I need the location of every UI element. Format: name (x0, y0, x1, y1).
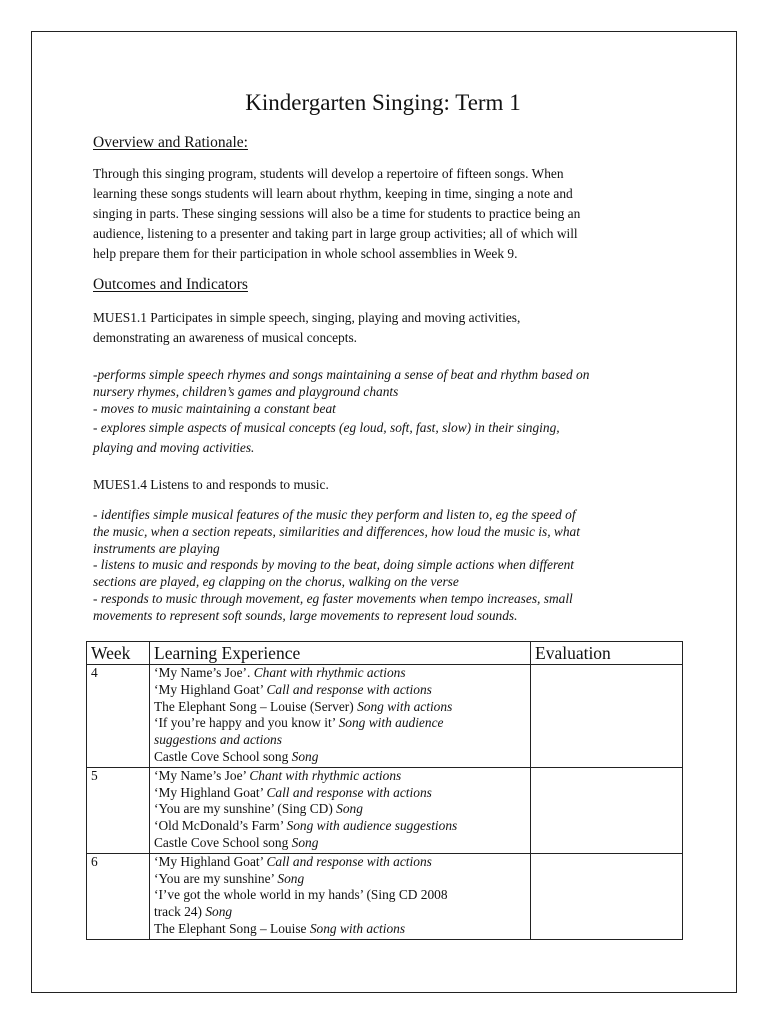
overview-paragraph (93, 164, 683, 264)
activity-line (154, 682, 530, 699)
activity-line (154, 749, 530, 766)
overview-line: audience, listening to a presenter and taking part in large group activities; all of which will (93, 226, 578, 241)
activity-title: ‘My Highland Goat’ (154, 784, 264, 800)
week-cell: 4 (87, 665, 150, 768)
activity-line (154, 785, 530, 802)
overview-line: learning these songs students will learn about rhythm, keeping in time, singing a note and (93, 186, 573, 201)
indicator-line: - explores simple aspects of musical concepts (eg loud, soft, fast, slow) in their singing, (93, 420, 560, 436)
activity-title: The Elephant Song – Louise (154, 920, 307, 936)
activity-type: suggestions and actions (154, 732, 282, 748)
activity-line (154, 818, 530, 835)
overview-line: help prepare them for their participation in whole school assemblies in Week 9. (93, 246, 518, 261)
activity-title: ‘My Name’s Joe’ (154, 767, 246, 783)
activity-type: Song with actions (309, 920, 406, 936)
evaluation-header: Evaluation (531, 642, 683, 665)
activity-line (154, 732, 530, 749)
indicator-line: playing and moving activities. (93, 440, 255, 456)
activity-title: ‘You are my sunshine’ (Sing CD) (154, 801, 333, 817)
mues14-indicators (93, 507, 683, 625)
activity-line (154, 801, 530, 818)
learning-experience-table (86, 641, 683, 940)
evaluation-cell (531, 665, 683, 768)
indicator-line: - listens to music and responds by moving to the beat, doing simple actions when different (93, 557, 575, 573)
learning-experience-cell (150, 665, 531, 768)
outcomes-heading: Outcomes and Indicators (93, 276, 248, 293)
activity-title: The Elephant Song – Louise (Server) (154, 698, 354, 714)
learning-experience-header: Learning Experience (150, 642, 531, 665)
table-header-row (87, 642, 683, 665)
indicator-line: movements to represent soft sounds, large movements to represent loud sounds. (93, 607, 518, 623)
activity-line (154, 835, 530, 852)
activity-title: ‘I’ve got the whole world in my hands’ (Sing CD 2008 (154, 887, 448, 903)
overview-heading: Overview and Rationale: (93, 134, 248, 151)
activity-line (154, 768, 530, 785)
mues11-line: demonstrating an awareness of musical concepts. (93, 330, 358, 345)
activity-title: ‘You are my sunshine’ (154, 870, 275, 886)
indicator-line: - identifies simple musical features of the music they perform and listen to, eg the speed of (93, 507, 576, 522)
activity-title: track 24) (154, 904, 202, 920)
table-row (87, 853, 683, 939)
activity-title: ‘Old McDonald’s Farm’ (154, 818, 284, 834)
evaluation-cell (531, 853, 683, 939)
activity-title: ‘If you’re happy and you know it’ (154, 715, 336, 731)
indicator-line: the music, when a section repeats, similarities and differences, how loud the music is, what (93, 523, 580, 539)
activity-type: Song (277, 870, 305, 886)
activity-line (154, 715, 530, 732)
activity-line (154, 699, 530, 716)
overview-line: singing in parts. These singing sessions will also be a time for students to practice being an (93, 206, 581, 221)
activity-type: Call and response with actions (266, 784, 432, 800)
activity-title: ‘My Highland Goat’ (154, 853, 264, 869)
activity-type: Song (291, 748, 319, 764)
mues14-statement: MUES1.4 Listens to and responds to music. (93, 477, 329, 492)
activity-line (154, 871, 530, 888)
activity-line (154, 921, 530, 938)
week-cell: 6 (87, 853, 150, 939)
indicator-line: nursery rhymes, children’s games and playground chants (93, 383, 399, 399)
activity-type: Song with audience (338, 715, 444, 731)
learning-experience-cell (150, 767, 531, 853)
activity-line (154, 887, 530, 904)
activity-type: Song (205, 904, 233, 920)
overview-line: Through this singing program, students will develop a repertoire of fifteen songs. When (93, 166, 564, 181)
activity-type: Song (336, 801, 363, 817)
week-cell: 5 (87, 767, 150, 853)
mues11-line: MUES1.1 Participates in simple speech, singing, playing and moving activities, (93, 310, 521, 325)
activity-line (154, 904, 530, 921)
indicator-line: sections are played, eg clapping on the chorus, walking on the verse (93, 574, 459, 590)
activity-type: Chant with rhythmic actions (249, 767, 402, 783)
mues11-statement (93, 308, 683, 348)
activity-title: ‘My Highland Goat’ (154, 681, 264, 697)
activity-title: Castle Cove School song (154, 834, 289, 850)
activity-type: Song with audience suggestions (286, 818, 458, 834)
learning-experience-cell (150, 853, 531, 939)
activity-type: Chant with rhythmic actions (253, 665, 406, 680)
activity-title: Castle Cove School song (154, 748, 289, 764)
activity-title: ‘My Name’s Joe’. (154, 665, 251, 680)
table-row (87, 665, 683, 768)
indicator-line: - responds to music through movement, eg faster movements when tempo increases, small (93, 590, 573, 606)
activity-type: Call and response with actions (266, 853, 432, 869)
week-header: Week (87, 642, 150, 665)
mues11-indicators (93, 367, 683, 457)
document-title: Kindergarten Singing: Term 1 (245, 90, 521, 115)
activity-line (154, 854, 530, 871)
indicator-line: instruments are playing (93, 540, 220, 556)
activity-line (154, 665, 530, 682)
activity-type: Call and response with actions (266, 681, 432, 697)
table-row (87, 767, 683, 853)
evaluation-cell (531, 767, 683, 853)
activity-type: Song (291, 834, 319, 850)
activity-type: Song with actions (357, 698, 453, 714)
indicator-line: - moves to music maintaining a constant beat (93, 400, 336, 416)
indicator-line: -performs simple speech rhymes and songs maintaining a sense of beat and rhythm based on (93, 367, 590, 382)
